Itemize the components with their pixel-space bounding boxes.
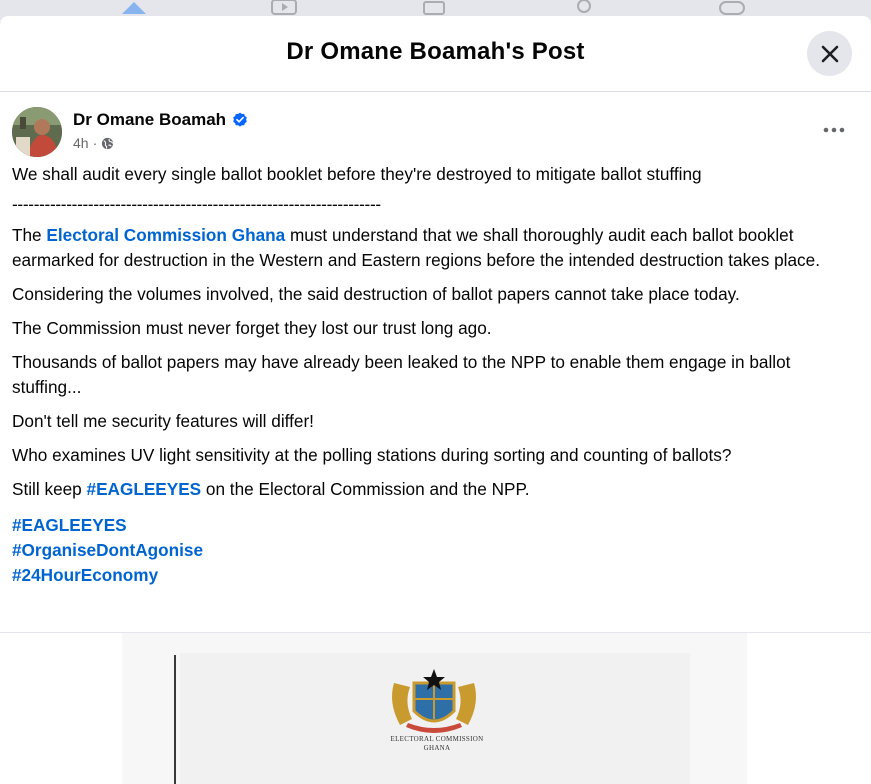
post-time[interactable]: 4h — [73, 135, 89, 151]
post-attachment[interactable] — [0, 632, 871, 784]
post-paragraph-5: Don't tell me security features will differ! — [12, 411, 314, 431]
hashtag-link[interactable]: #OrganiseDontAgonise — [12, 540, 204, 560]
hashtag-list — [12, 513, 859, 588]
crest-caption-line-1: ELECTORAL COMMISSION — [390, 735, 484, 743]
post-dialog — [0, 16, 871, 784]
text-divider: -------------------------------------------------------------------- — [12, 194, 381, 214]
more-options-button[interactable] — [815, 116, 853, 144]
post-headline: We shall audit every single ballot booklet before they're destroyed to mitigate ballot stuffing — [12, 164, 702, 184]
para7-text-after: on the Electoral Commission and the NPP. — [201, 479, 530, 499]
crest-caption-line-2: GHANA — [423, 744, 451, 752]
hashtag-link[interactable]: #24HourEconomy — [12, 565, 159, 585]
globe-icon[interactable] — [101, 137, 114, 150]
author-name-text: Dr Omane Boamah — [73, 110, 227, 129]
dialog-header — [0, 16, 871, 92]
marketplace-icon — [420, 0, 448, 16]
document-margin-rule — [174, 655, 176, 784]
profile-photo — [12, 107, 62, 157]
para1-text-before: The — [12, 225, 47, 245]
verified-badge-icon — [232, 112, 248, 128]
close-button[interactable] — [807, 31, 852, 76]
meta-separator: · — [92, 135, 98, 151]
inline-hashtag-link[interactable]: #EAGLEEYES — [86, 479, 202, 499]
post-paragraph-6: Who examines UV light sensitivity at the polling stations during sorting and counting of ballots? — [12, 445, 732, 465]
close-icon — [820, 44, 840, 64]
avatar[interactable] — [12, 107, 62, 157]
home-icon — [120, 0, 148, 16]
post-paragraph-4: Thousands of ballot papers may have already been leaked to the NPP to enable them engage in ballot stuffing... — [12, 352, 791, 397]
para1-text-after: must understand that we shall thoroughly audit each ballot booklet earmarked for destruction in the Western and Eastern regions before the intended destruction takes place. — [12, 225, 820, 270]
crest-caption — [342, 735, 532, 753]
dialog-title: Dr Omane Boamah's Post — [286, 38, 585, 65]
video-icon — [270, 0, 298, 16]
post-paragraph-7 — [12, 477, 859, 502]
electoral-commission-link[interactable]: Electoral Commission Ghana — [46, 225, 286, 245]
gaming-icon — [718, 0, 746, 16]
post-paragraph-1 — [12, 223, 859, 273]
post-meta — [73, 135, 114, 151]
post-header — [0, 92, 871, 162]
more-options-icon — [823, 127, 845, 133]
document-image — [122, 633, 747, 784]
author-name[interactable] — [73, 110, 248, 130]
groups-icon — [570, 0, 598, 16]
post-paragraph-3: The Commission must never forget they lost our trust long ago. — [12, 318, 492, 338]
hashtag-link[interactable]: #EAGLEEYES — [12, 515, 127, 535]
coat-of-arms-icon — [384, 669, 484, 739]
post-text — [0, 162, 871, 588]
para7-text-before: Still keep — [12, 479, 87, 499]
post-paragraph-2: Considering the volumes involved, the said destruction of ballot papers cannot take place today. — [12, 284, 740, 304]
